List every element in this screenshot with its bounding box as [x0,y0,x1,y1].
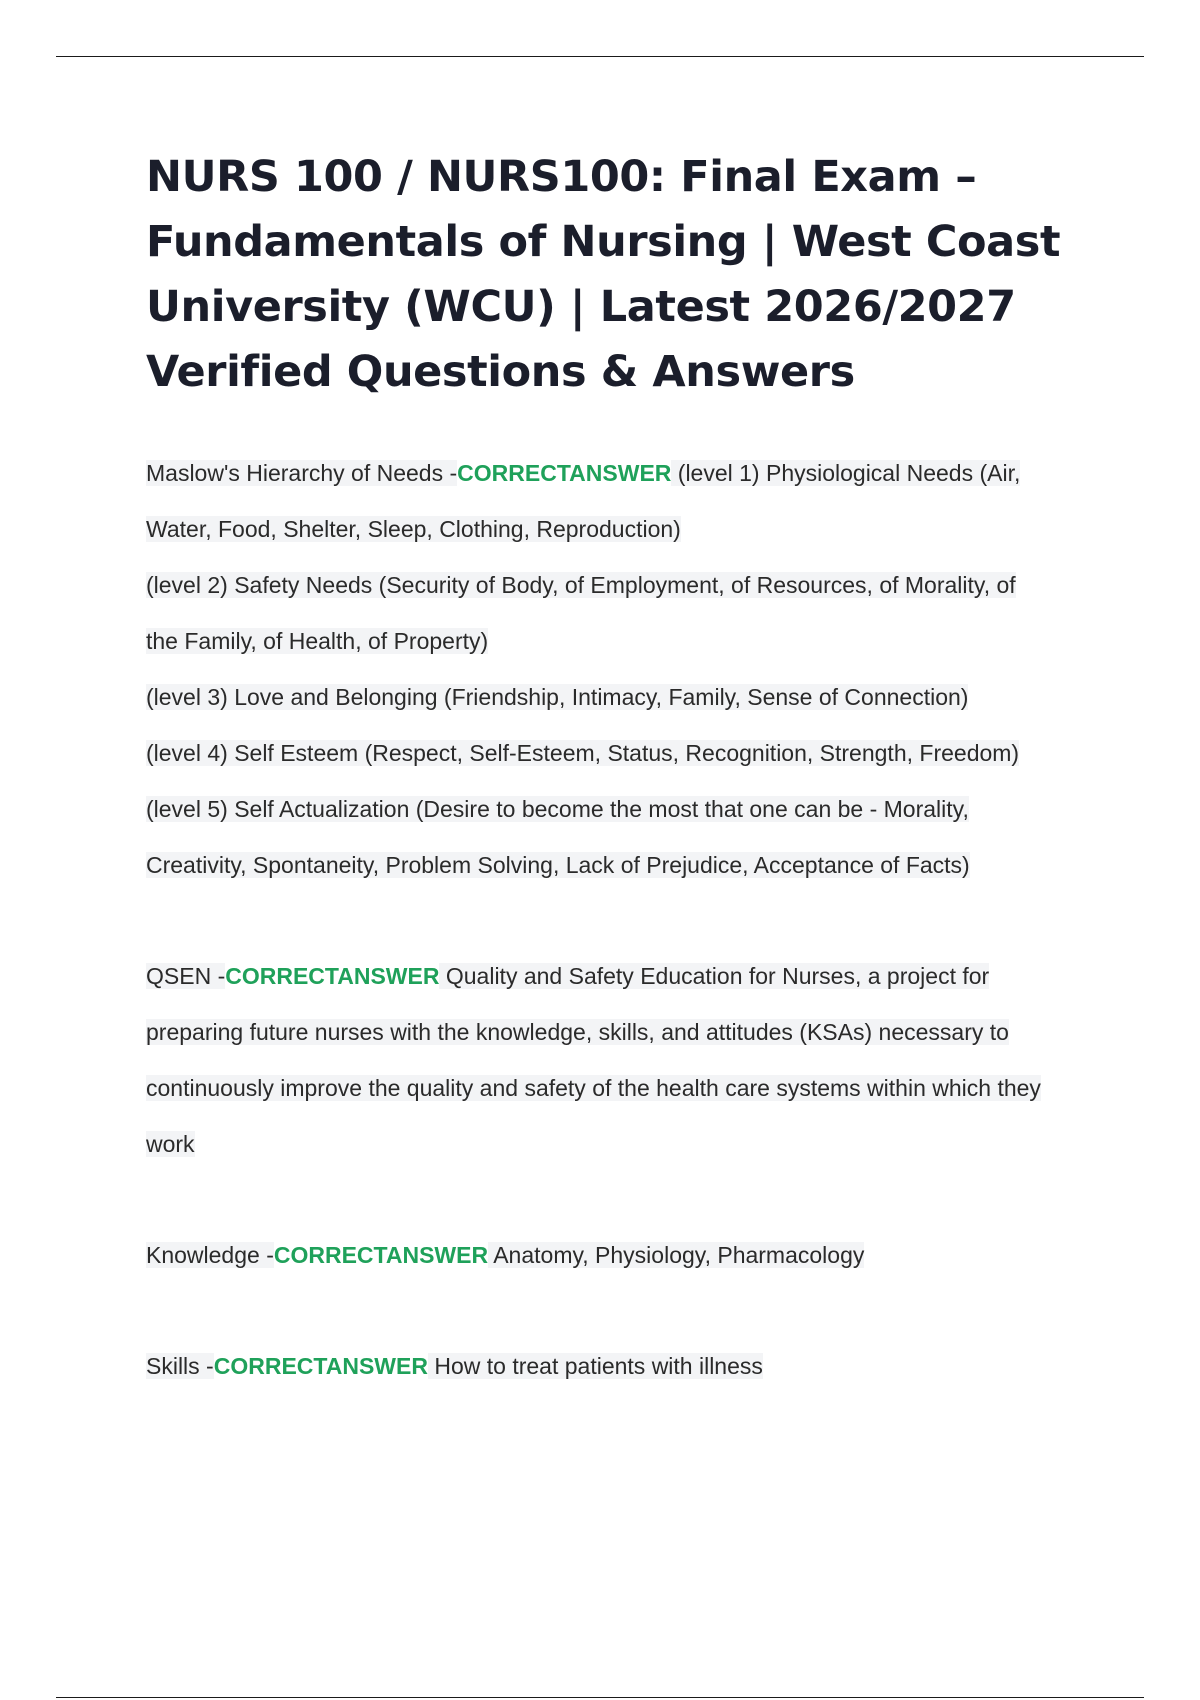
qa-answer-text: (level 1) Physiological Needs (Air, [671,460,1021,486]
qa-answer-line: preparing future nurses with the knowledge, skills, and attitudes (KSAs) necessary to [146,1019,1009,1045]
title-line: Fundamentals of Nursing | West Coast [146,217,1061,267]
qa-answer-line: continuously improve the quality and safety of the health care systems within which they [146,1075,1041,1101]
qa-entry-skills [146,1338,1106,1394]
qa-first-line [146,1338,1106,1394]
correct-answer-marker: CORRECTANSWER [457,460,672,486]
qa-first-line [146,445,1106,501]
document-title [146,145,1106,405]
title-line: University (WCU) | Latest 2026/2027 [146,282,1016,332]
qa-term: Maslow's Hierarchy of Needs - [146,460,458,486]
qa-answer-text: Quality and Safety Education for Nurses, a project for [439,963,990,989]
qa-term: Skills - [146,1353,214,1379]
qa-entry-qsen [146,948,1106,1172]
bottom-rule [56,1697,1144,1698]
title-line: NURS 100 / NURS100: Final Exam – [146,152,977,202]
qa-answer-line: (level 3) Love and Belonging (Friendship, Intimacy, Family, Sense of Connection) [146,684,969,710]
correct-answer-marker: CORRECTANSWER [273,1242,489,1268]
qa-answer-line: Creativity, Spontaneity, Problem Solving, Lack of Prejudice, Acceptance of Facts) [146,852,970,878]
qa-answer-text: Anatomy, Physiology, Pharmacology [488,1242,865,1268]
qa-first-line [146,1227,1106,1283]
qa-first-line [146,948,1106,1004]
qa-answer-line: the Family, of Health, of Property) [146,628,489,654]
qa-answer-line: (level 2) Safety Needs (Security of Body, of Employment, of Resources, of Morality, of [146,572,1016,598]
title-line: Verified Questions & Answers [146,347,855,397]
qa-entry-knowledge [146,1227,1106,1283]
qa-answer-line: (level 4) Self Esteem (Respect, Self-Esteem, Status, Recognition, Strength, Freedom) [146,740,1020,766]
top-rule [56,56,1144,57]
qa-answer-line: work [146,1131,195,1157]
qa-term: QSEN - [146,963,226,989]
correct-answer-marker: CORRECTANSWER [213,1353,428,1379]
qa-entry-maslow [146,445,1106,893]
qa-answer-line: Water, Food, Shelter, Sleep, Clothing, Reproduction) [146,516,681,542]
qa-answer-text: How to treat patients with illness [427,1353,763,1379]
qa-term: Knowledge - [146,1242,274,1268]
correct-answer-marker: CORRECTANSWER [225,963,440,989]
qa-answer-line: (level 5) Self Actualization (Desire to become the most that one can be - Morality, [146,796,969,822]
